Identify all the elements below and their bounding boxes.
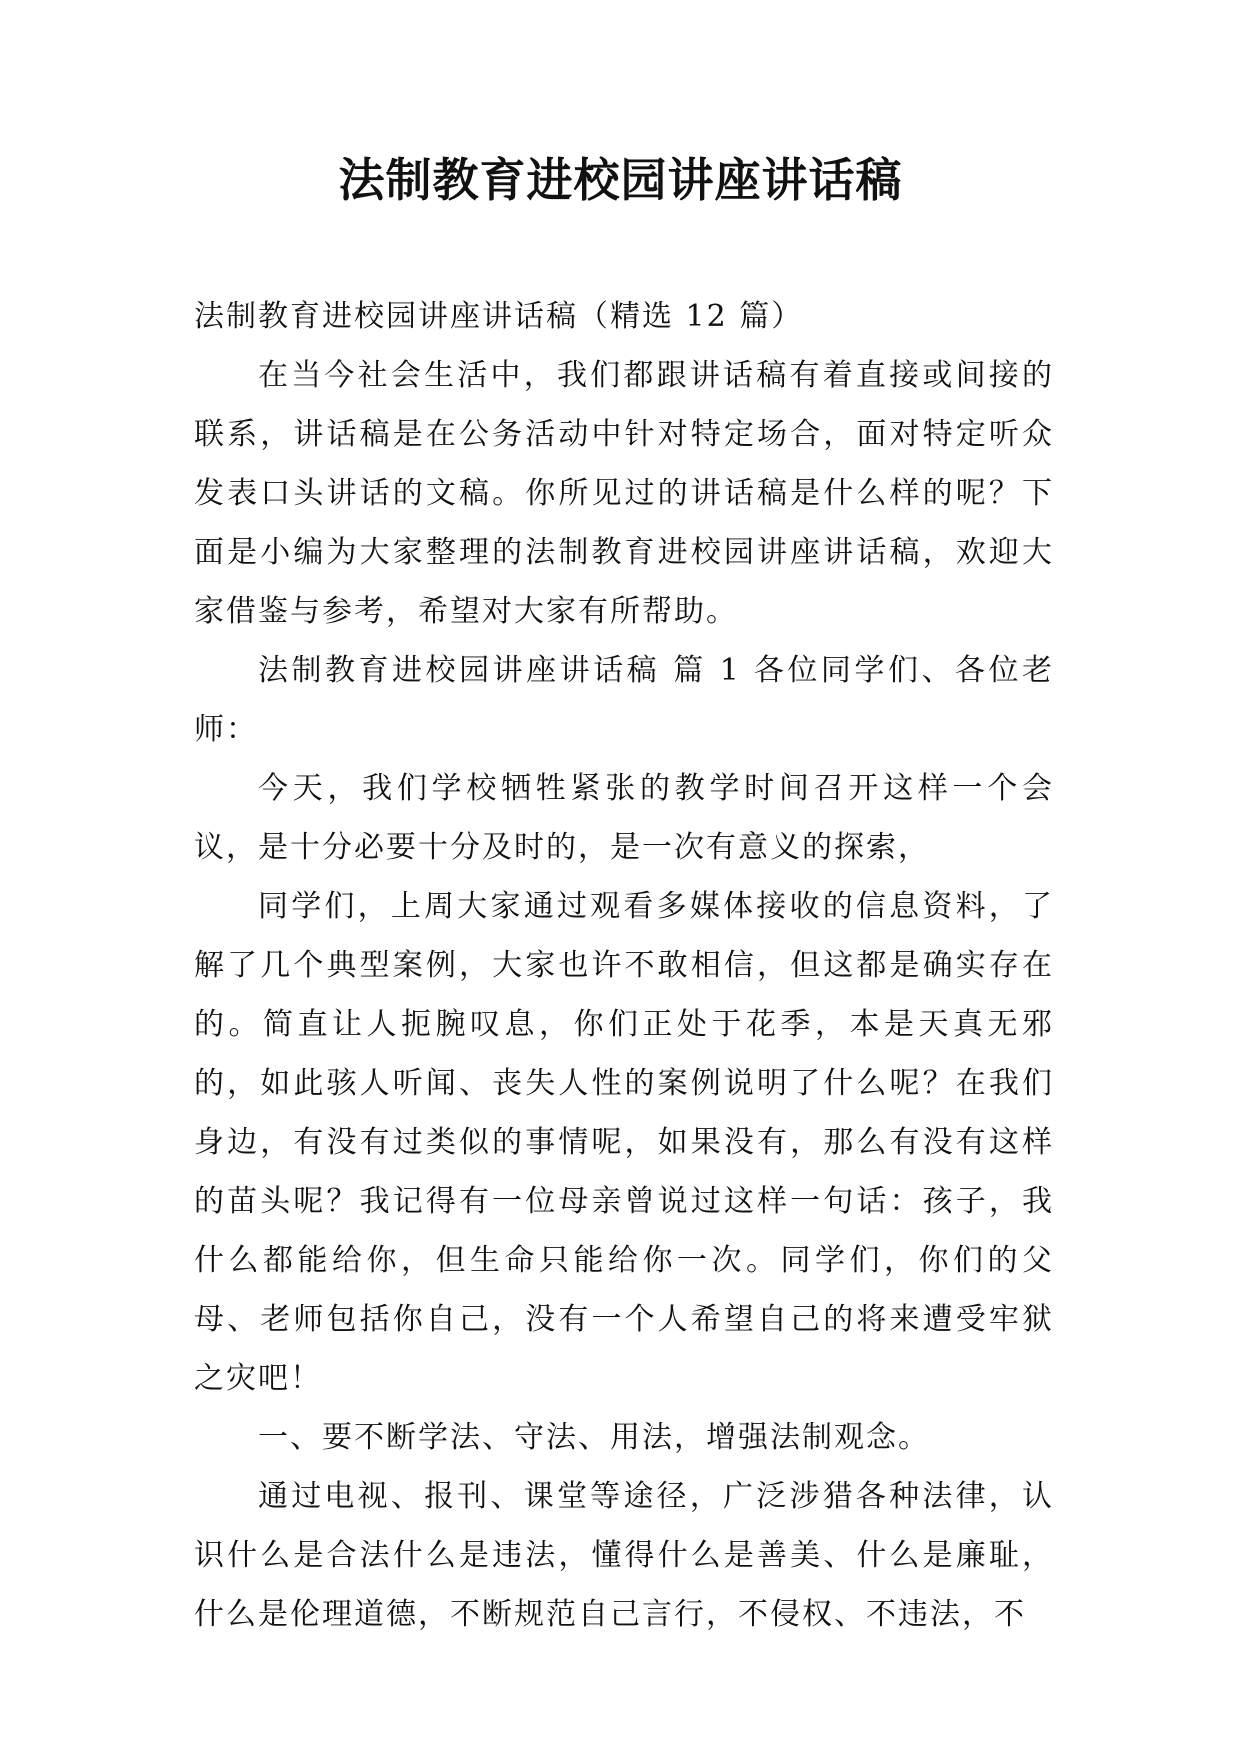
body-paragraph: 今天，我们学校牺牲紧张的教学时间召开这样一个会议，是十分必要十分及时的，是一次有意义的探索， [194,771,1054,865]
subtitle-paragraph: 法制教育进校园讲座讲话稿（精选 12 篇） [194,299,804,334]
point-heading-paragraph: 一、要不断学法、守法、用法，增强法制观念。 [258,1420,930,1455]
body-paragraph: 通过电视、报刊、课堂等途径，广泛涉猎各种法律，认识什么是合法什么是违法，懂得什么是善美、什么是廉耻，什么是伦理道德，不断规范自己言行，不侵权、不违法，不 [194,1479,1054,1632]
body-paragraph: 同学们，上周大家通过观看多媒体接收的信息资料，了解了几个典型案例，大家也许不敢相信，但这都是确实存在的。简直让人扼腕叹息，你们正处于花季，本是天真无邪的，如此骇人听闻、丧失人性的案例说明了什么呢？在我们身边，有没有过类似的事情呢，如果没有，那么有没有这样的苗头呢？我记得有一位母亲曾说过这样一句话：孩子，我什么都能给你，但生命只能给你一次。同学们，你们的父母、老师包括你自己，没有一个人希望自己的将来遭受牢狱之灾吧！ [194,889,1054,1396]
document-body [194,287,1054,1644]
section-heading-paragraph: 法制教育进校园讲座讲话稿 篇 1 各位同学们、各位老师： [194,653,1054,747]
document-title: 法制教育进校园讲座讲话稿 [338,153,903,207]
intro-paragraph: 在当今社会生活中，我们都跟讲话稿有着直接或间接的联系，讲话稿是在公务活动中针对特定场合，面对特定听众发表口头讲话的文稿。你所见过的讲话稿是什么样的呢？下面是小编为大家整理的法制教育进校园讲座讲话稿，欢迎大家借鉴与参考，希望对大家有所帮助。 [194,358,1054,629]
